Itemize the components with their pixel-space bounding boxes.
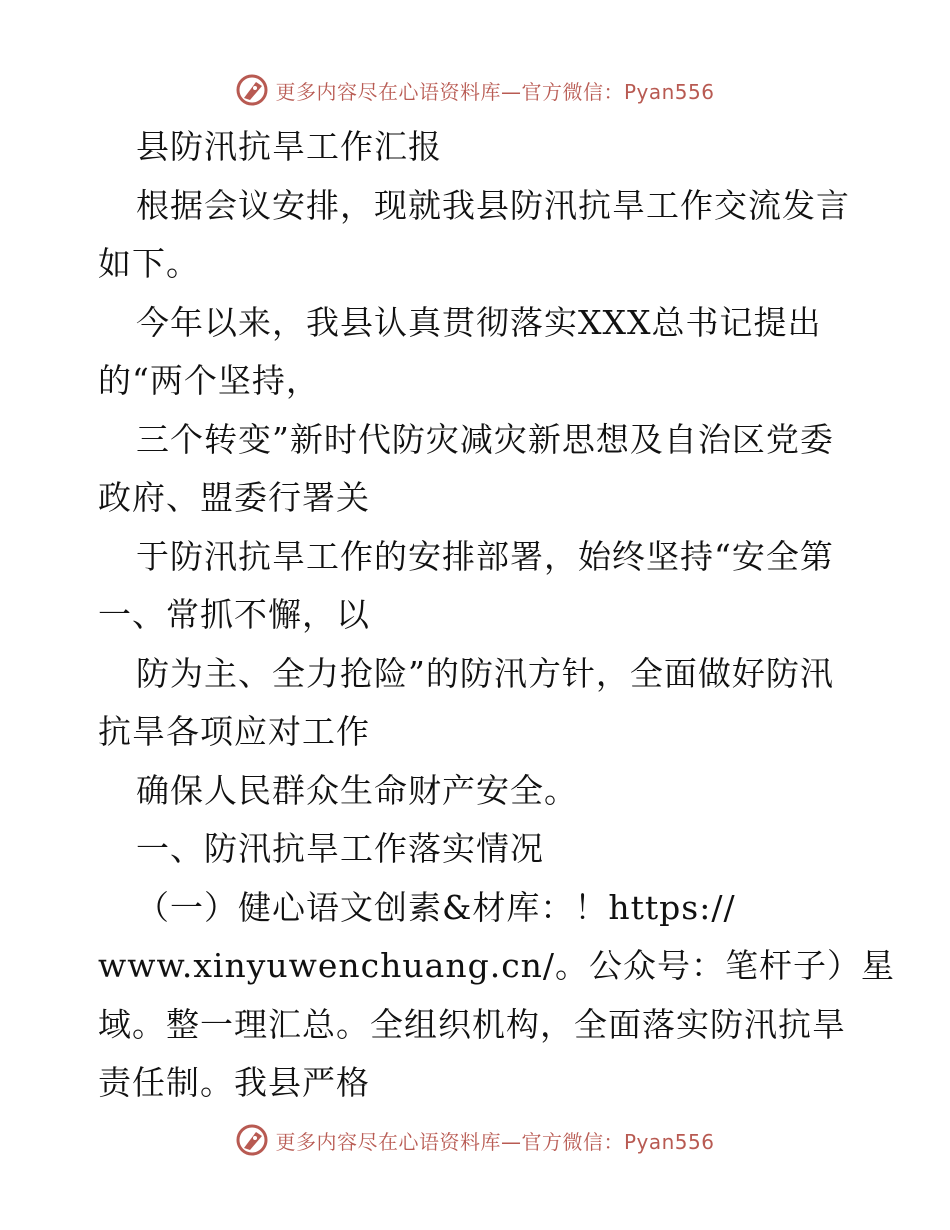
section-heading: 一、防汛抗旱工作落实情况 xyxy=(136,829,544,868)
paragraph-line: 域。整一理汇总。全组织机构，全面落实防汛抗旱 xyxy=(98,1004,846,1044)
paragraph-line: 根据会议安排，现就我县防汛抗旱工作交流发言 xyxy=(136,185,850,225)
paragraph-line: 一、常抓不懈，以 xyxy=(98,595,370,634)
header-watermark-text: 更多内容尽在心语资料库—官方微信：Pyan556 xyxy=(275,79,715,104)
paragraph-line: 三个转变”新时代防灾减灾新思想及自治区党委 xyxy=(136,419,834,459)
paragraph-line: （一）健心语文创素&材库：！https:// xyxy=(136,887,736,927)
paragraph-line: 于防汛抗旱工作的安排部署，始终坚持“安全第 xyxy=(136,536,834,576)
document-body xyxy=(98,118,896,1113)
footer-watermark-text: 更多内容尽在心语资料库—官方微信：Pyan556 xyxy=(275,1129,715,1154)
paragraph-line: 抗旱各项应对工作 xyxy=(98,712,370,751)
header-watermark-banner xyxy=(0,70,950,110)
pen-nib-logo-icon xyxy=(235,73,269,107)
paragraph-line: 确保人民群众生命财产安全。 xyxy=(136,770,578,810)
paragraph-line: 政府、盟委行署关 xyxy=(98,478,370,517)
paragraph-line: 防为主、全力抢险”的防汛方针，全面做好防汛 xyxy=(136,653,834,693)
document-title: 县防汛抗旱工作汇报 xyxy=(136,127,442,166)
paragraph-line: 如下。 xyxy=(98,244,200,283)
paragraph-line: 今年以来，我县认真贯彻落实XXX总书记提出 xyxy=(136,302,822,342)
paragraph-line: 的“两个坚持， xyxy=(98,361,320,400)
paragraph-line: www.xinyuwenchuang.cn/。公众号：笔杆子）星 xyxy=(98,946,896,985)
footer-watermark-banner xyxy=(0,1120,950,1160)
pen-nib-logo-icon xyxy=(235,1123,269,1157)
paragraph-line: 责任制。我县严格 xyxy=(98,1063,370,1102)
